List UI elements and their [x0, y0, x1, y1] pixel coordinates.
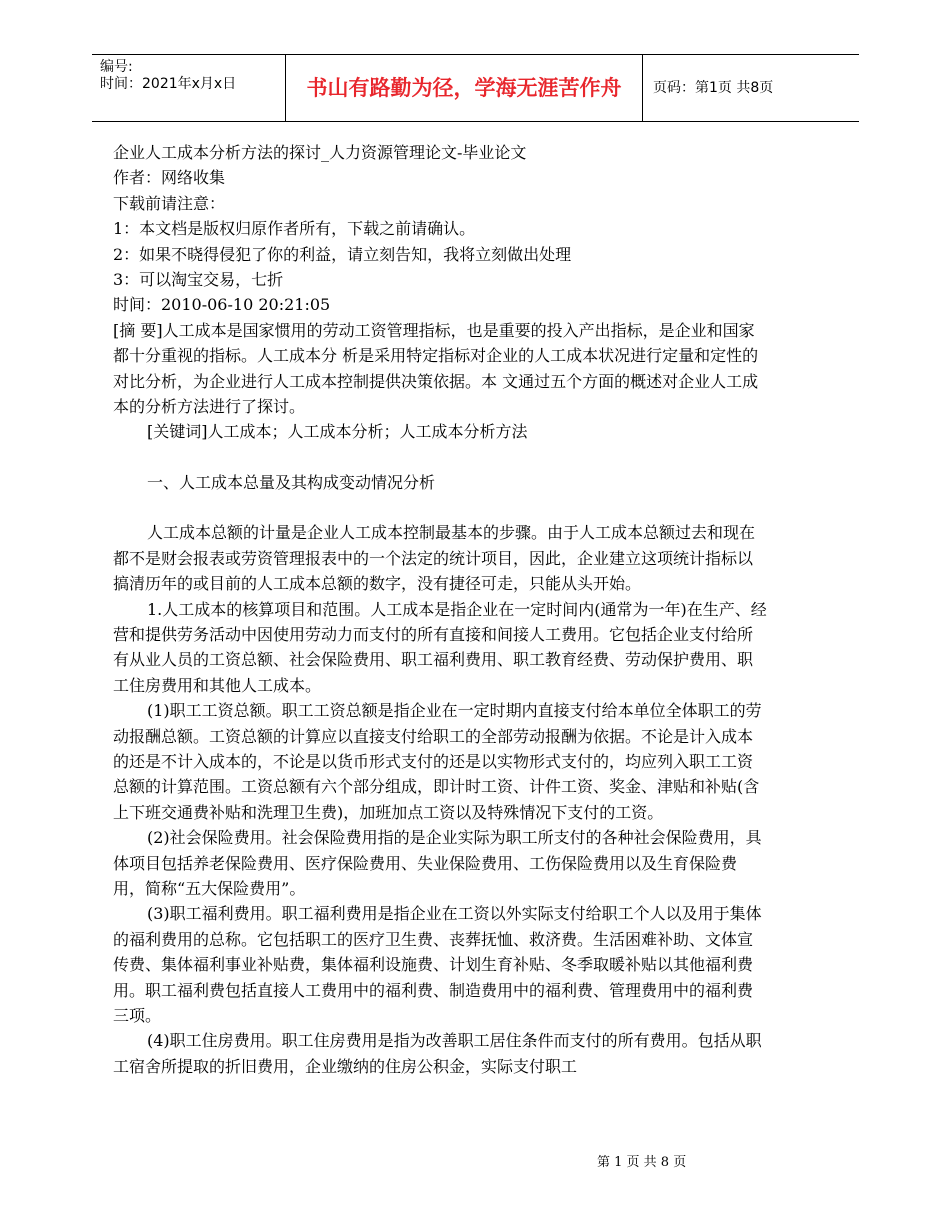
author-line: 作者：网络收集	[113, 168, 226, 188]
section-heading: 一、人工成本总量及其构成变动情况分析	[147, 472, 436, 492]
header-page-info: 页码：第1页 共8页	[653, 80, 774, 96]
notice-item-3: 3：可以淘宝交易，七折	[113, 270, 284, 290]
notice-item-1: 1：本文档是版权归原作者所有，下载之前请确认。	[113, 219, 476, 239]
spacer	[113, 495, 768, 520]
body-paragraph: (3)职工福利费用。职工福利费用是指企业在工资以外实际支付给职工个人以及用于集体的福利费用的总称。它包括职工的医疗卫生费、丧葬抚恤、救济费。生活困难补助、文体宣传费、集体福利事业补贴费，集体福利设施费、计划生育补贴、冬季取暖补贴以其他福利费用。职工福利费包括直接人工费用中的福利费、制造费用中的福利费、管理费用中的福利费三项。	[113, 904, 762, 1025]
spacer	[113, 445, 768, 470]
body-paragraph: (1)职工工资总额。职工工资总额是指企业在一定时期内直接支付给本单位全体职工的劳动报酬总额。工资总额的计算应以直接支付给职工的全部劳动报酬为依据。不论是计入成本的还是不计入成本的，不论是以货币形式支付的还是以实物形式支付的，均应列入职工工资总额的计算范围。工资总额有六个部分组成，即计时工资、计件工资、奖金、津贴和补贴(含上下班交通费补贴和洗理卫生费)，加班加点工资以及特殊情况下支付的工资。	[113, 701, 762, 822]
body-paragraph: 人工成本总额的计量是企业人工成本控制最基本的步骤。由于人工成本总额过去和现在都不是财会报表或劳资管理报表中的一个法定的统计项目，因此，企业建立这项统计指标以搞清历年的或目前的人工成本总额的数字，没有捷径可走，只能从头开始。	[113, 523, 756, 594]
notice-heading: 下载前请注意：	[113, 193, 226, 213]
keywords-paragraph: [关键词]人工成本；人工成本分析；人工成本分析方法	[147, 422, 528, 442]
document-header	[92, 54, 859, 122]
body-paragraph: 1.人工成本的核算项目和范围。人工成本是指企业在一定时间内(通常为一年)在生产、经营和提供劳务活动中因使用劳动力而支付的所有直接和间接人工费用。它包括企业支付给所有从业人员的工资总额、社会保险费用、职工福利费用、职工教育经费、劳动保护费用、职工住房费用和其他人工成本。	[113, 599, 767, 695]
body-paragraph: (4)职工住房费用。职工住房费用是指为改善职工居住条件而支付的所有费用。包括从职工宿舍所提取的折旧费用，企业缴纳的住房公积金，实际支付职工	[113, 1031, 762, 1076]
document-title: 企业人工成本分析方法的探讨_人力资源管理论文-毕业论文	[113, 143, 527, 162]
body-paragraph: (2)社会保险费用。社会保险费用指的是企业实际为职工所支付的各种社会保险费用，具体项目包括养老保险费用、医疗保险费用、失业保险费用、工伤保险费用以及生育保险费用，简称“五大保险费用”。	[113, 828, 762, 898]
notice-item-2: 2：如果不晓得侵犯了你的利益，请立刻告知，我将立刻做出处理	[113, 244, 572, 264]
document-body	[113, 140, 768, 1079]
header-meta	[92, 55, 285, 121]
page-footer: 第 1 页 共 8 页	[597, 1155, 687, 1170]
time-label: 时间：2021年x月x日	[100, 76, 237, 92]
abstract-paragraph: [摘 要]人工成本是国家惯用的劳动工资管理指标，也是重要的投入产出指标，是企业和国家都十分重视的指标。人工成本分 析是采用特定指标对企业的人工成本状况进行定量和定性的对比分析，为企业进行人工成本控制提供决策依据。本 文通过五个方面的概述对企业人工成本的分析方法进行了探讨。	[113, 320, 759, 417]
number-label: 编号:	[100, 59, 133, 75]
header-motto: 书山有路勤为径，学海无涯苦作舟	[285, 55, 643, 121]
publish-time: 时间：2010-06-10 20:21:05	[113, 295, 331, 315]
